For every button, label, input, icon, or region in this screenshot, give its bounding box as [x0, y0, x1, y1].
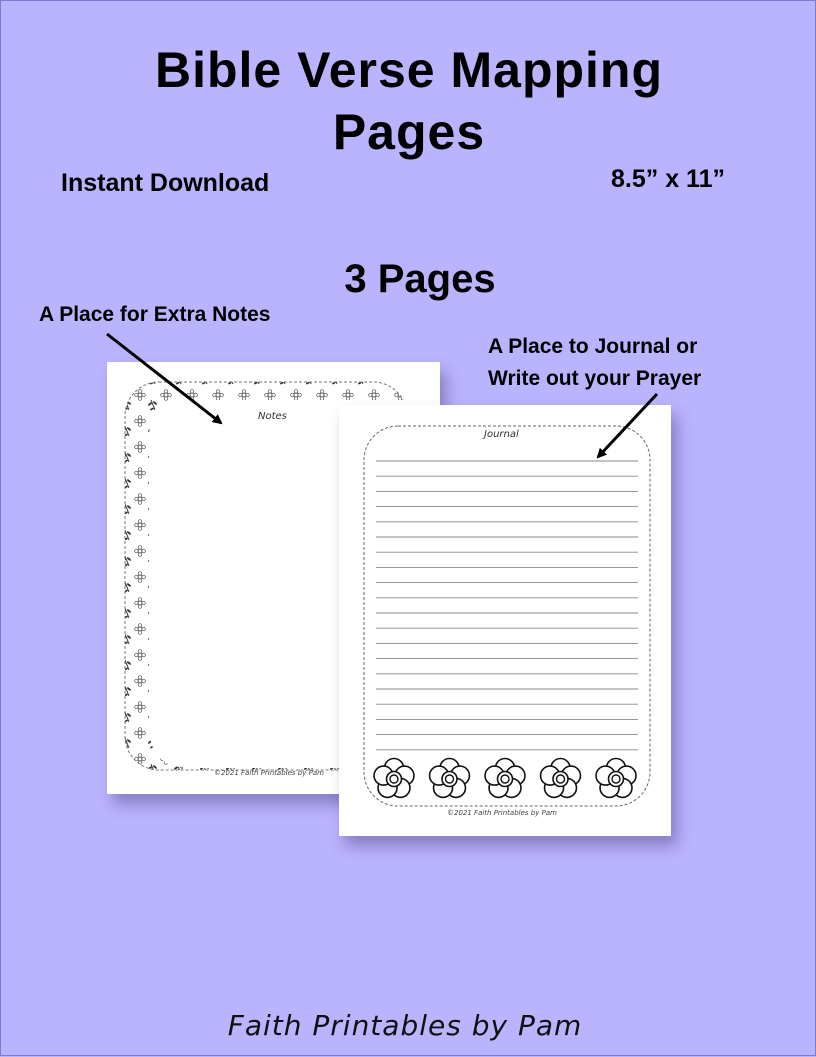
- journal-annotation-line-1: A Place to Journal or: [488, 335, 698, 358]
- page-count-label: 3 Pages: [344, 257, 496, 301]
- notes-page-credit: ©2021 Faith Printables by Pam: [214, 769, 324, 777]
- flower-icon: [374, 759, 414, 798]
- title-line-1: Bible Verse Mapping: [154, 42, 663, 98]
- flower-icon: [541, 759, 581, 798]
- journal-annotation: [488, 331, 788, 395]
- flower-icon: [430, 759, 470, 798]
- journal-page-preview: [339, 405, 671, 836]
- journal-page-label: Journal: [484, 429, 519, 440]
- notes-annotation: A Place for Extra Notes: [39, 303, 271, 326]
- flower-icon: [596, 759, 636, 798]
- journal-annotation-line-2: Write out your Prayer: [488, 367, 702, 390]
- title-line-2: Pages: [332, 104, 486, 160]
- notes-page-label: Notes: [258, 411, 287, 422]
- instant-download-label: Instant Download: [61, 169, 270, 197]
- footer-brand: Faith Printables by Pam: [227, 1009, 583, 1042]
- size-label: 8.5” x 11”: [611, 165, 725, 193]
- page-title: [1, 39, 816, 163]
- journal-page-credit: ©2021 Faith Printables by Pam: [447, 809, 557, 817]
- flower-icon: [485, 759, 525, 798]
- flower-row: [339, 751, 671, 811]
